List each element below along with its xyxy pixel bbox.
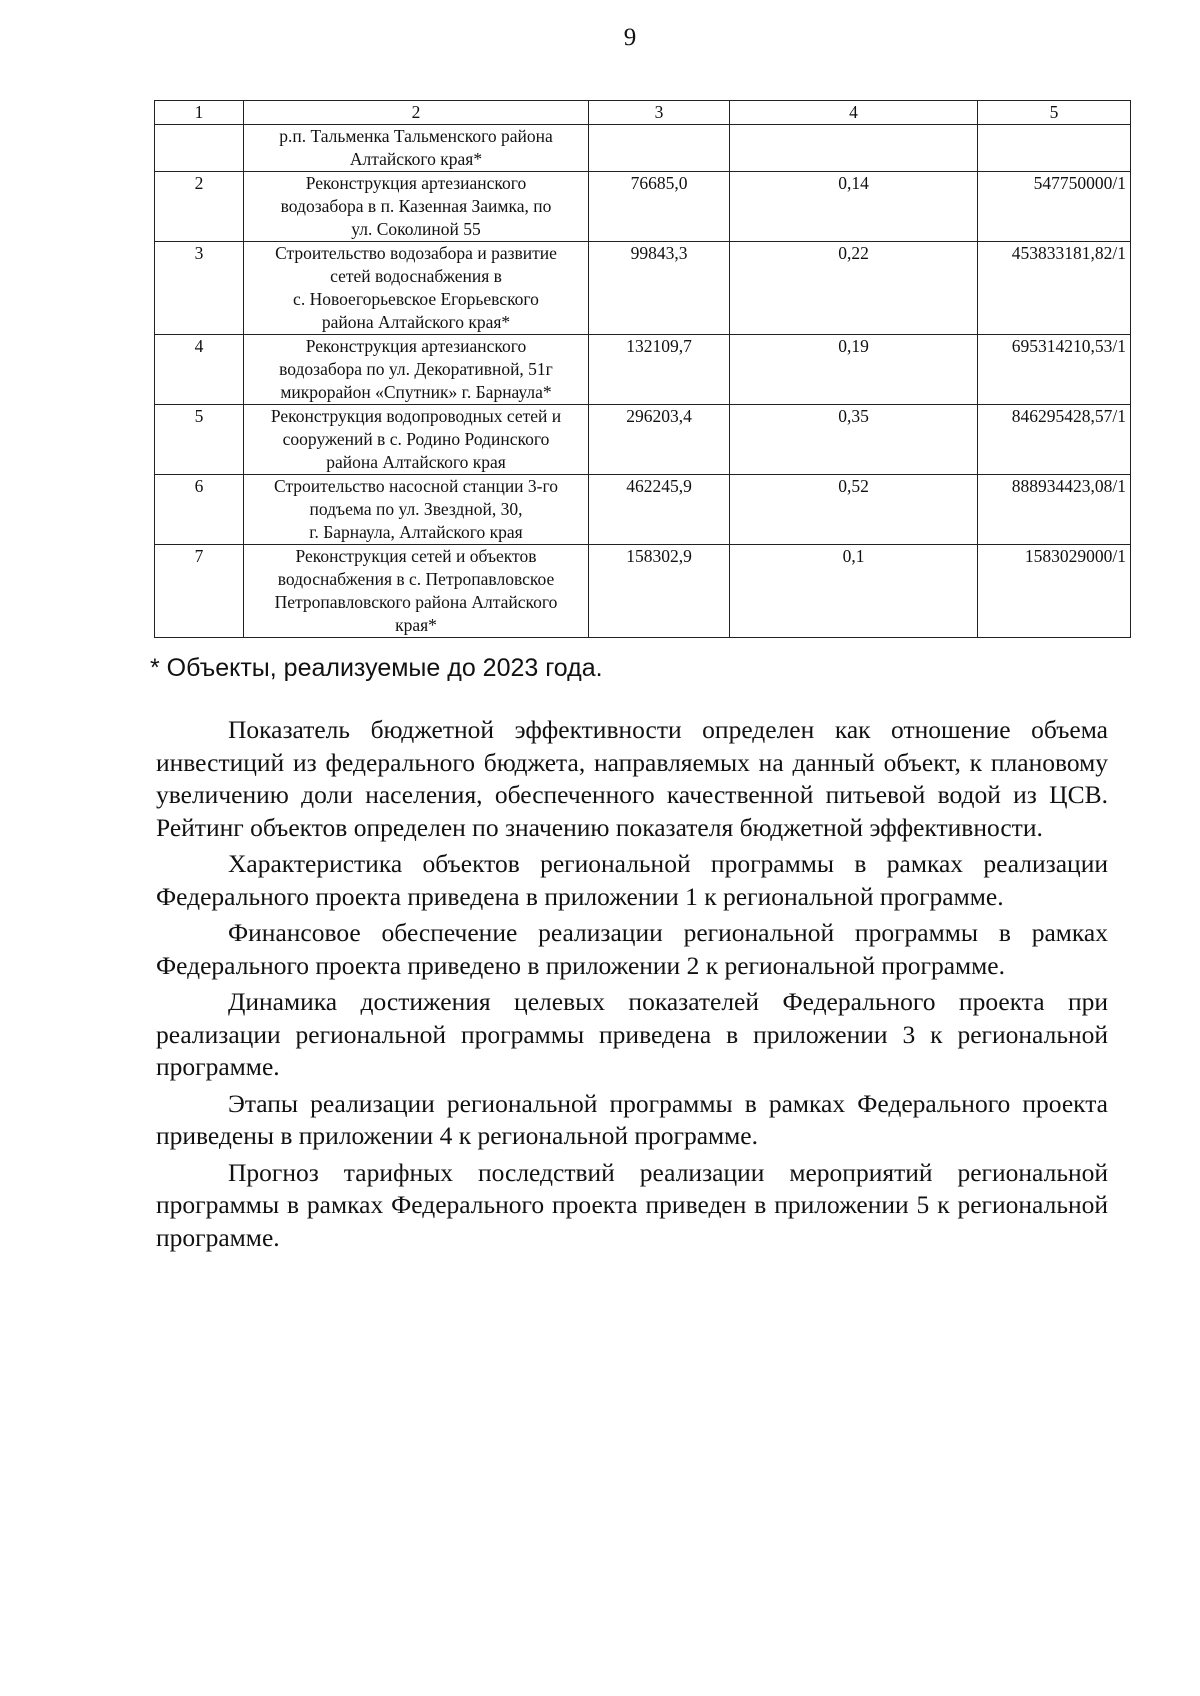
table-row [155, 335, 1131, 405]
object-name-line: сооружений в с. Родино Родинского [282, 429, 550, 449]
header-col-2: 2 [244, 101, 589, 125]
cell-population-share: 0,22 [730, 242, 978, 335]
table-row [155, 125, 1131, 172]
object-name-line: Петропавловского района Алтайского [274, 592, 558, 612]
cell-efficiency: 888934423,08/1 [978, 475, 1131, 545]
header-col-1: 1 [155, 101, 244, 125]
cell-investment: 462245,9 [589, 475, 730, 545]
object-name-line: водозабора по ул. Декоративной, 51г [279, 359, 553, 379]
cell-object-name [244, 475, 589, 545]
table-row [155, 405, 1131, 475]
cell-population-share: 0,35 [730, 405, 978, 475]
cell-investment: 99843,3 [589, 242, 730, 335]
object-name-line: подъема по ул. Звездной, 30, [309, 499, 523, 519]
paragraph: Этапы реализации региональной программы в рамках Федерального проекта приведены в приложении 4 к региональной программе. [156, 1088, 1108, 1150]
cell-population-share [730, 125, 978, 172]
paragraph: Прогноз тарифных последствий реализации мероприятий региональной программы в рамках Федерального проекта приведен в приложении 5 к региональной программе. [156, 1157, 1108, 1252]
header-col-3: 3 [589, 101, 730, 125]
object-name-line: Реконструкция артезианского [305, 173, 527, 193]
object-name-line: Строительство водозабора и развитие [275, 243, 557, 263]
cell-number: 4 [155, 335, 244, 405]
object-name-line: с. Новоегорьевское Егорьевского [293, 289, 539, 309]
header-col-4: 4 [730, 101, 978, 125]
cell-object-name [244, 242, 589, 335]
cell-efficiency: 547750000/1 [978, 172, 1131, 242]
header-col-5: 5 [978, 101, 1131, 125]
object-name-line: сетей водоснабжения в [330, 266, 502, 286]
body-text [156, 714, 1108, 1254]
object-name-line: микрорайон «Спутник» г. Барнаула* [280, 382, 552, 402]
object-name-line: района Алтайского края* [321, 312, 511, 332]
paragraph: Динамика достижения целевых показателей Федерального проекта при реализации региональной программы приведена в приложении 3 к региональной программе. [156, 987, 1108, 1081]
table-row [155, 475, 1131, 545]
object-name-line: Реконструкция артезианского [305, 336, 527, 356]
object-name-line: водоснабжения в с. Петропавловское [277, 569, 555, 589]
cell-object-name [244, 405, 589, 475]
object-name-line: Строительство насосной станции 3-го [274, 476, 558, 496]
cell-object-name [244, 172, 589, 242]
page-number: 9 [623, 24, 637, 51]
cell-investment: 132109,7 [589, 335, 730, 405]
cell-population-share: 0,52 [730, 475, 978, 545]
cell-number: 2 [155, 172, 244, 242]
table-row [155, 242, 1131, 335]
object-name-line: Реконструкция сетей и объектов [295, 546, 537, 566]
object-name-line: края* [395, 615, 437, 635]
cell-number [155, 125, 244, 172]
cell-efficiency: 695314210,53/1 [978, 335, 1131, 405]
object-name-line: Алтайского края* [349, 149, 483, 169]
cell-population-share: 0,14 [730, 172, 978, 242]
cell-investment: 76685,0 [589, 172, 730, 242]
cell-object-name [244, 335, 589, 405]
object-name-line: ул. Соколиной 55 [351, 219, 481, 239]
cell-population-share: 0,19 [730, 335, 978, 405]
cell-efficiency: 1583029000/1 [978, 545, 1131, 638]
cell-number: 5 [155, 405, 244, 475]
object-name-line: р.п. Тальменка Тальменского района [279, 126, 553, 146]
cell-investment [589, 125, 730, 172]
table-body [155, 125, 1131, 638]
object-name-line: водозабора в п. Казенная Заимка, по [280, 196, 552, 216]
cell-object-name [244, 125, 589, 172]
table-header-row [155, 101, 1131, 125]
cell-population-share: 0,1 [730, 545, 978, 638]
object-name-line: г. Барнаула, Алтайского края [309, 522, 523, 542]
cell-object-name [244, 545, 589, 638]
paragraph: Характеристика объектов региональной программы в рамках реализации Федерального проекта приведена в приложении 1 к региональной программе. [156, 849, 1108, 911]
objects-table [154, 100, 1131, 638]
cell-number: 3 [155, 242, 244, 335]
cell-investment: 158302,9 [589, 545, 730, 638]
table-row [155, 545, 1131, 638]
object-name-line: Реконструкция водопроводных сетей и [270, 406, 562, 426]
cell-efficiency: 846295428,57/1 [978, 405, 1131, 475]
cell-efficiency: 453833181,82/1 [978, 242, 1131, 335]
cell-investment: 296203,4 [589, 405, 730, 475]
footnote: * Объекты, реализуемые до 2023 года. [150, 654, 603, 682]
cell-efficiency [978, 125, 1131, 172]
paragraph: Финансовое обеспечение реализации региональной программы в рамках Федерального проекта приведено в приложении 2 к региональной программе. [156, 918, 1108, 980]
object-name-line: района Алтайского края [326, 452, 506, 472]
cell-number: 6 [155, 475, 244, 545]
cell-number: 7 [155, 545, 244, 638]
paragraph: Показатель бюджетной эффективности определен как отношение объема инвестиций из федерального бюджета, направляемых на данный объект, к плановому увеличению доли населения, обеспеченного качественной питьевой водой из ЦСВ. Рейтинг объектов определен по значению показателя бюджетной эффективности. [156, 715, 1108, 842]
table-row [155, 172, 1131, 242]
